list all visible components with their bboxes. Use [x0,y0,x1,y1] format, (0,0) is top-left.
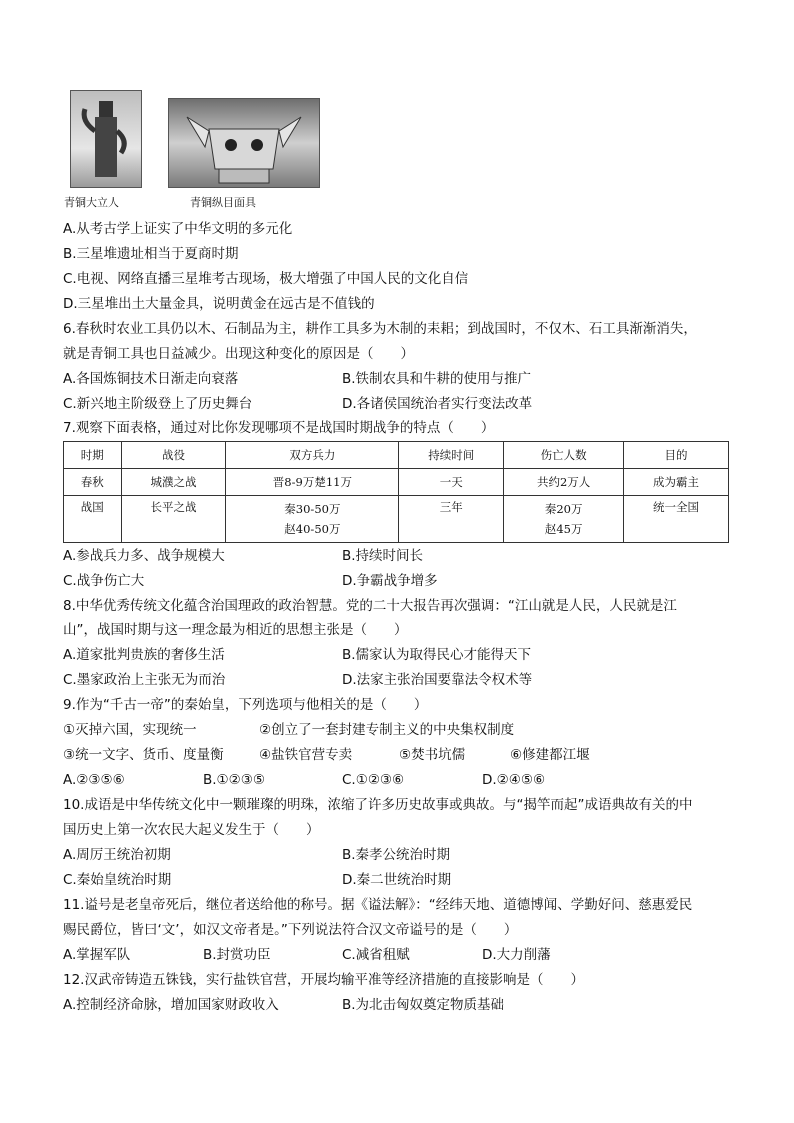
table-header-row [64,442,729,469]
q9-item-3: ③统一文字、货币、度量衡 [63,747,224,763]
q6-option-a: A.各国炼铜技术日渐走向衰落 [63,371,239,387]
q9-option-c: C.①②③⑥ [342,772,405,788]
q10-option-c: C.秦始皇统治时期 [63,872,172,888]
table-cell: 统一全国 [624,496,729,543]
q6-option-d: D.各诸侯国统治者实行变法改革 [342,396,533,412]
q7-option-a: A.参战兵力多、战争规模大 [63,548,225,564]
q5-option-b: B.三星堆遗址相当于夏商时期 [63,246,239,262]
q5-option-d: D.三星堆出土大量金具，说明黄金在远古是不值钱的 [63,296,375,312]
table-header: 持续时间 [399,442,504,469]
figure-group [64,90,330,212]
q9-option-a: A.②③⑤⑥ [63,772,125,788]
q11-option-c: C.减省租赋 [342,947,410,963]
force-zhao: 赵40-50万 [284,522,341,536]
q10-option-b: B.秦孝公统治时期 [342,847,451,863]
casualty-zhao: 赵45万 [544,522,583,536]
q7-option-c: C.战争伤亡大 [63,573,145,589]
table-cell: 战国 [64,496,122,543]
table-cell: 晋8-9万楚11万 [226,469,399,496]
q9-item-4: ④盐铁官营专卖 [259,747,353,763]
force-qin: 秦30-50万 [284,502,341,516]
bronze-mask-photo [168,98,320,188]
casualty-qin: 秦20万 [544,502,583,516]
table-row [64,469,729,496]
q7-stem: 7.观察下面表格，通过对比你发现哪项不是战国时期战争的特点（ ） [63,420,495,436]
q5-option-c: C.电视、网络直播三星堆考古现场，极大增强了中国人民的文化自信 [63,271,469,287]
table-cell: 三年 [399,496,504,543]
caption-right: 青铜纵目面具 [190,196,256,209]
q8-option-d: D.法家主张治国要靠法令权术等 [342,672,533,688]
q11-option-d: D.大力削藩 [482,947,551,963]
q8-option-b: B.儒家认为取得民心才能得天下 [342,647,532,663]
table-cell: 长平之战 [121,496,226,543]
q11-stem-line2: 赐民爵位，皆曰‘文’，如汉文帝者是。”下列说法符合汉文帝谥号的是（ ） [63,922,518,938]
q9-item-1: ①灭掉六国，实现统一 [63,722,197,738]
q8-stem-line1: 8.中华优秀传统文化蕴含治国理政的政治智慧。党的二十大报告再次强调：“江山就是人民，人民就是江 [63,598,677,614]
bronze-standing-figure-photo [70,90,142,188]
table-cell: 成为霸主 [624,469,729,496]
q7-option-b: B.持续时间长 [342,548,424,564]
q9-item-5: ⑤焚书坑儒 [399,747,466,763]
q12-stem: 12.汉武帝铸造五铢钱，实行盐铁官营，开展均输平准等经济措施的直接影响是（ ） [63,972,584,988]
q6-option-c: C.新兴地主阶级登上了历史舞台 [63,396,253,412]
q8-option-a: A.道家批判贵族的奢侈生活 [63,647,225,663]
table-header: 目的 [624,442,729,469]
table-cell: 城濮之战 [121,469,226,496]
q6-stem-line2: 就是青铜工具也日益减少。出现这种变化的原因是（ ） [63,346,414,362]
table-cell: 春秋 [64,469,122,496]
q8-stem-line2: 山”，战国时期与这一理念最为相近的思想主张是（ ） [63,622,408,638]
q9-option-b: B.①②③⑤ [203,772,265,788]
table-cell: 共约2万人 [504,469,624,496]
table-header: 伤亡人数 [504,442,624,469]
q9-item-6: ⑥修建都江堰 [510,747,590,763]
q12-option-a: A.控制经济命脉，增加国家财政收入 [63,997,279,1013]
table-header: 双方兵力 [226,442,399,469]
table-cell [226,496,399,543]
table-cell [504,496,624,543]
q11-option-a: A.掌握军队 [63,947,131,963]
q10-option-d: D.秦二世统治时期 [342,872,452,888]
q6-option-b: B.铁制农具和牛耕的使用与推广 [342,371,532,387]
table-header: 战役 [121,442,226,469]
q7-option-d: D.争霸战争增多 [342,573,438,589]
q8-option-c: C.墨家政治上主张无为而治 [63,672,226,688]
caption-left: 青铜大立人 [64,196,119,209]
q9-item-2: ②创立了一套封建专制主义的中央集权制度 [259,722,515,738]
q11-option-b: B.封赏功臣 [203,947,271,963]
battle-table [63,441,729,543]
table-row [64,496,729,543]
q5-option-a: A.从考古学上证实了中华文明的多元化 [63,221,293,237]
q6-stem-line1: 6.春秋时农业工具仍以木、石制品为主，耕作工具多为木制的耒耜；到战国时，不仅木、石工具渐渐消失， [63,321,697,337]
q9-stem: 9.作为“千古一帝”的秦始皇，下列选项与他相关的是（ ） [63,697,428,713]
table-cell: 一天 [399,469,504,496]
q9-option-d: D.②④⑤⑥ [482,772,546,788]
q10-option-a: A.周厉王统治初期 [63,847,171,863]
q11-stem-line1: 11.谥号是老皇帝死后，继位者送给他的称号。据《谥法解》：“经纬天地、道德博闻、学勤好问、慈惠爱民 [63,897,693,913]
q10-stem-line1: 10.成语是中华传统文化中一颗璀璨的明珠，浓缩了许多历史故事或典故。与“揭竿而起”成语典故有关的中 [63,797,693,813]
table-header: 时期 [64,442,122,469]
q10-stem-line2: 国历史上第一次农民大起义发生于（ ） [63,822,320,838]
q12-option-b: B.为北击匈奴奠定物质基础 [342,997,505,1013]
